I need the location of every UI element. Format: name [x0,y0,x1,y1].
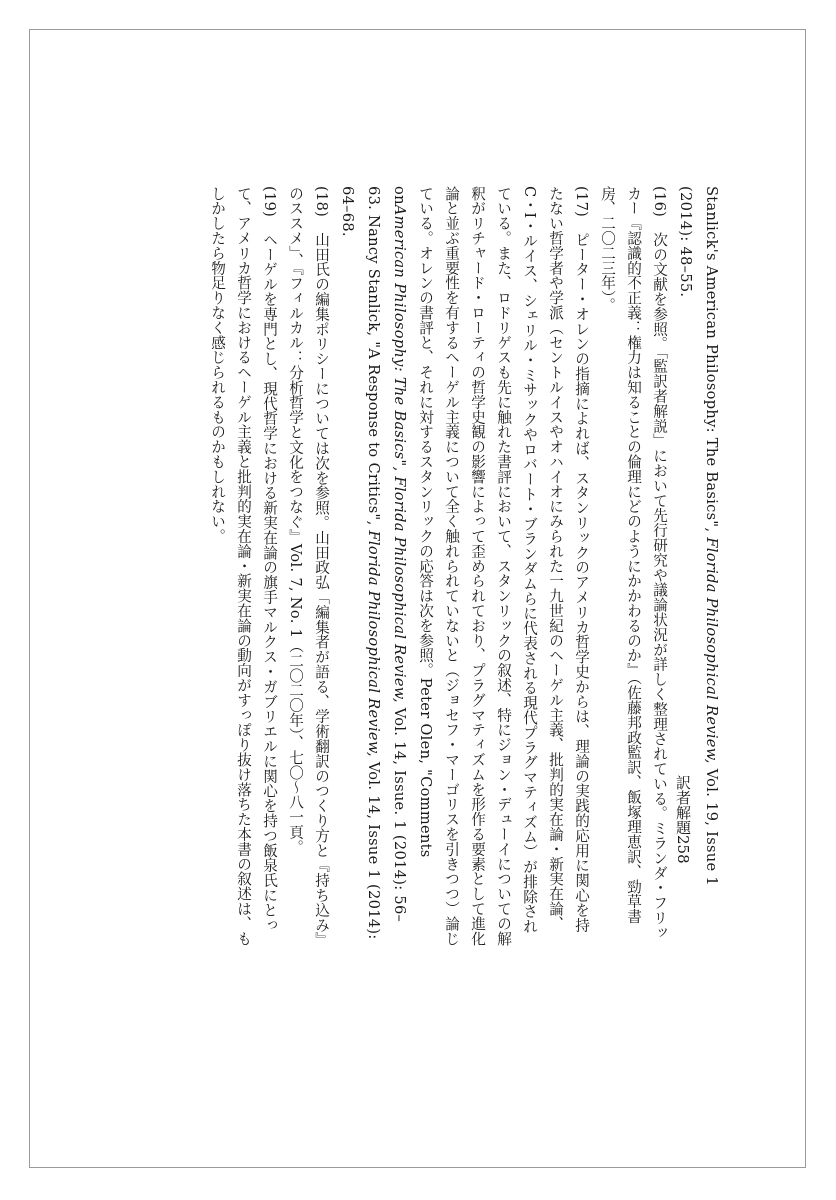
note-number: (18) [313,186,330,218]
note-17-book-title: American Philosophy: The Basics", [391,204,408,472]
note-17 [334,186,594,946]
note-19 [204,186,282,946]
note-17-journal: Florida Philosophical Review, [391,476,408,703]
note-number: (16) [651,186,668,218]
note-number: (19) [261,186,278,218]
note-17-citation-2: Vol. 14, Issue 1 (2014): 64–68. [339,186,382,940]
section-title: 訳者解題 [674,775,692,835]
note-16 [594,186,672,946]
page-number: 258 [674,835,692,864]
note-17-text: ピーター・オレンの指摘によれば、スタンリックのアメリカ哲学史からは、理論の実践的応用に関心を持たない哲学者や学派（セントルイスやオハイオにみられた一九世紀のヘーゲル主義、批判的実在論・新実在論、C・I・ルイス、シェリル・ミサックやロバート・ブランダムらに代表される現代プラグマティズム）が排除されている。また、ロドリゲスも先に触れた書評において、スタンリックの叙述、特にジョン・デューイについての解釈がリチャード・ローティの哲学史観の影響によって歪められており、プラグマティズムを形作る要素として進化論と並ぶ重要性を有するヘーゲル主義について全く触れられていないと（ジョセフ・マーゴリスを引きつつ）論じている。オレンの書評と、それに対するスタンリックの応答は次を参照。Peter Olen, "Comments on [391,186,590,946]
note-number: (17) [573,186,590,218]
note-15-citation: Vol. 19, Issue 1 (2014): 48–55. [677,186,720,886]
note-18 [282,186,334,946]
running-footer [670,775,696,864]
note-16-text: 次の文献を参照。「監訳者解説」において先行研究や議論状況が詳しく整理されている。ミランダ・フリッカー『認識的不正義：権力は知ることの倫理にどのようにかかわるのか』（佐藤邦政監訳、飯塚理恵訳、勁草書房、二〇二三年）。 [599,186,668,940]
notes-body [164,186,724,946]
note-17-citation: Vol. 14, Issue. 1 (2014): 56–63. Nancy Stanlick, "A Response to Critics", [365,186,408,923]
note-17-journal-2: Florida Philosophical Review, [365,530,382,757]
note-19-text: ヘーゲルを専門とし、現代哲学における新実在論の旗手マルクス・ガブリエルに関心を持つ飯泉氏にとって、アメリカ哲学におけるヘーゲル主義と批判的実在論・新実在論の動向がすっぽり抜け落ちた本書の叙述は、もしかしたら物足りなく感じられるものかもしれない。 [209,186,278,946]
note-15-journal: Florida Philosophical Review, [703,537,720,764]
note-18-text: 山田氏の編集ポリシーについては次を参照。山田政弘「編集者が語る、学術翻訳のつくり方と『持ち込み』のススメ」、『フィルカル：分析哲学と文化をつなぐ』Vol. 7, No. 1（二〇二〇年）、七〇～八一頁。 [287,186,330,940]
note-15-text: Stanlick's American Philosophy: The Basics", [703,186,720,533]
